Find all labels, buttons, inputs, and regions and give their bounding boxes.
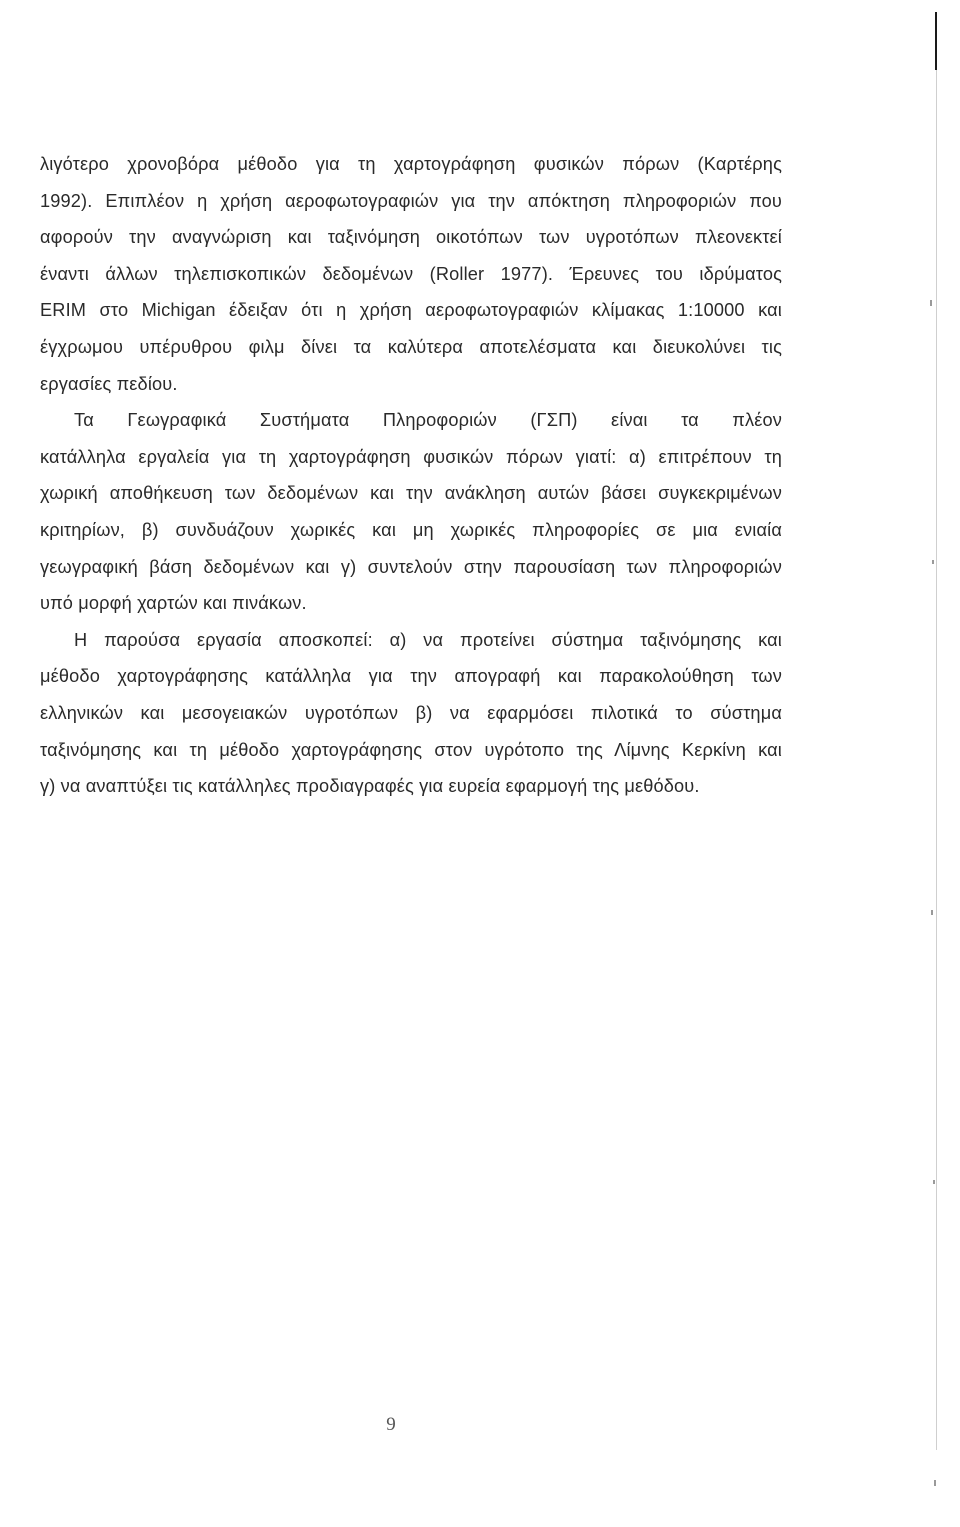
text-line-18: γ) να αναπτύξει τις κατάλληλες προδιαγραφές για ευρεία εφαρμογή της μεθόδου.: [40, 776, 700, 797]
text-line-15: μέθοδο χαρτογράφησης κατάλληλα για την απογραφή και παρακολούθηση των: [40, 666, 782, 687]
scan-artifact: [934, 1480, 936, 1486]
text-line-14: Η παρούσα εργασία αποσκοπεί: α) να προτείνει σύστημα ταξινόμησης και: [74, 629, 782, 650]
text-line-11: κριτηρίων, β) συνδυάζουν χωρικές και μη χωρικές πληροφορίες σε μια ενιαία: [40, 519, 782, 540]
text-line-13: υπό μορφή χαρτών και πινάκων.: [40, 593, 307, 614]
text-line-10: χωρική αποθήκευση των δεδομένων και την ανάκληση αυτών βάσει συγκεκριμένων: [40, 483, 782, 504]
text-line-6: έγχρωμου υπέρυθρου φιλμ δίνει τα καλύτερα αποτελέσματα και διευκολύνει τις: [40, 336, 782, 357]
text-line-2: 1992). Επιπλέον η χρήση αεροφωτογραφιών για την απόκτηση πληροφοριών που: [40, 190, 782, 211]
text-line-9: κατάλληλα εργαλεία για τη χαρτογράφηση φυσικών πόρων γιατί: α) επιτρέπουν τη: [40, 446, 782, 467]
scan-edge-mark: [935, 12, 937, 70]
text-line-5: ERIM στο Michigan έδειξαν ότι η χρήση αεροφωτογραφιών κλίμακας 1:10000 και: [40, 300, 782, 321]
scan-edge-line: [936, 70, 937, 1450]
body-text: [40, 146, 782, 805]
text-line-17: ταξινόμησης και τη μέθοδο χαρτογράφησης στον υγρότοπο της Λίμνης Κερκίνη και: [40, 739, 782, 760]
text-line-16: ελληνικών και μεσογειακών υγροτόπων β) να εφαρμόσει πιλοτικά το σύστημα: [40, 702, 782, 723]
text-line-3: αφορούν την αναγνώριση και ταξινόμηση οικοτόπων των υγροτόπων πλεονεκτεί: [40, 227, 782, 248]
scan-artifact: [930, 300, 932, 306]
scan-artifact: [932, 560, 934, 564]
text-line-12: γεωγραφική βάση δεδομένων και γ) συντελούν στην παρουσίαση των πληροφοριών: [40, 556, 782, 577]
scan-artifact: [931, 910, 933, 915]
page-number: 9: [386, 1414, 396, 1435]
text-line-4: έναντι άλλων τηλεπισκοπικών δεδομένων (Roller 1977). Έρευνες του ιδρύματος: [40, 263, 782, 284]
text-line-8: Τα Γεωγραφικά Συστήματα Πληροφοριών (ΓΣΠ) είναι τα πλέον: [74, 410, 782, 431]
text-line-1: λιγότερο χρονοβόρα μέθοδο για τη χαρτογράφηση φυσικών πόρων (Καρτέρης: [40, 154, 782, 174]
scan-artifact: [933, 1180, 935, 1184]
text-line-7: εργασίες πεδίου.: [40, 373, 178, 394]
